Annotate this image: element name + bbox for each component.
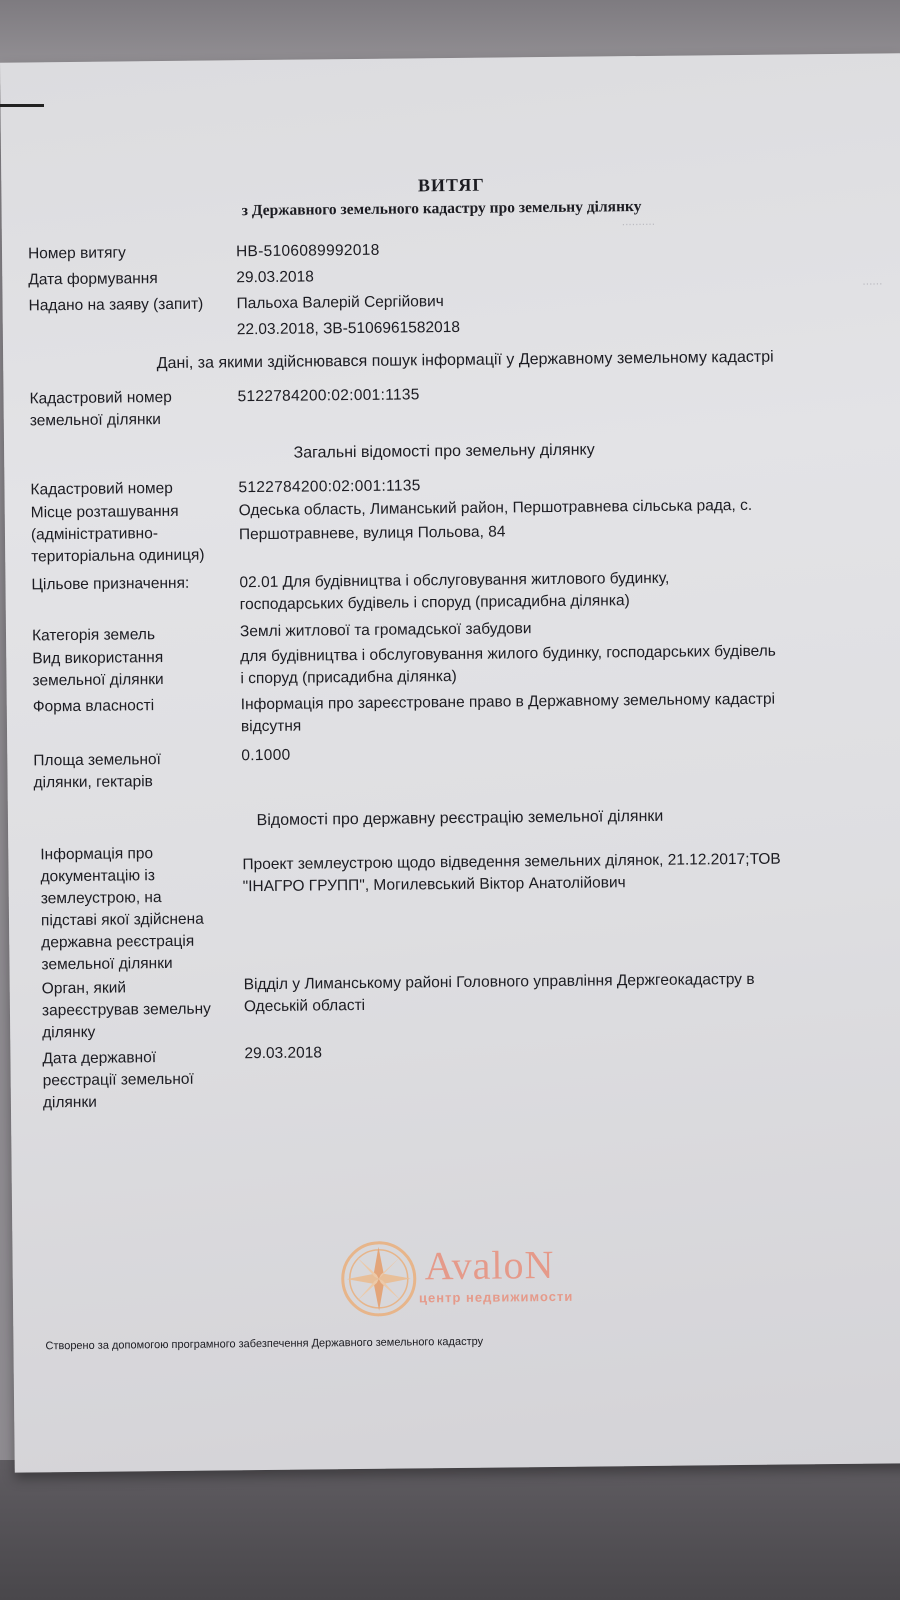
requester-name: Пальоха Валерій Сергійович [236,293,444,313]
location-label-line3: територіальна одиниця) [31,546,205,566]
purpose-value-line2: господарських будівель і споруд (присадибна ділянка) [239,592,630,614]
extract-number-value: НВ-5106089992018 [235,241,380,261]
cadastral-number-label: Кадастровий номер [30,479,173,499]
usage-value-line1: для будівництва і обслуговування жилого будинку, господарських будівель [240,642,776,666]
area-label-line2: ділянки, гектарів [33,773,153,792]
doc-basis-label-line4: підставі якої здійснена [40,910,204,930]
search-section-heading: Дані, за якими здійснювався пошук інформації у Державному земельному кадастрі [156,348,774,373]
registration-date-value: 29.03.2018 [244,1044,323,1063]
area-value: 0.1000 [241,746,291,765]
purpose-label: Цільове призначення: [31,574,190,594]
background-surface-bottom [0,1460,900,1600]
location-label-line1: Місце розташування [30,502,179,522]
ownership-label: Форма власності [32,697,155,716]
doc-basis-label-line2: документацію із [40,867,156,886]
bleed-through-mark: ...... [862,273,883,288]
registrar-label-line1: Орган, який [41,979,127,998]
document-title: ВИТЯГ [417,174,485,196]
location-label-line2: (адміністративно- [30,525,159,544]
ownership-value-line2: відсутня [240,717,302,736]
registrar-value-line2: Одеській області [243,996,366,1016]
general-section-heading: Загальні відомості про земельну ділянку [293,441,595,462]
request-label: Надано на заяву (запит) [28,295,204,315]
search-cadastral-label-line2: земельної ділянки [29,411,162,430]
doc-basis-label-line1: Інформація про [40,845,154,864]
registrar-label-line2: зареєстрував земельну [41,1000,211,1020]
usage-label-line1: Вид використання [32,649,164,668]
search-cadastral-value: 5122784200:02:001:1135 [237,386,420,406]
category-value: Землі житлової та громадської забудови [239,620,532,641]
registration-date-label-line1: Дата державної [42,1049,157,1068]
usage-value-line2: і споруд (присадибна ділянка) [240,667,457,688]
usage-label-line2: земельної ділянки [32,671,164,690]
page-edge-mark [0,104,44,107]
category-label: Категорія земель [31,626,156,645]
document-footer: Створено за допомогою програмного забезпечення Державного земельного кадастру [45,1335,484,1353]
compass-icon [338,1238,419,1319]
area-label-line1: Площа земельної [33,751,162,770]
registration-date-label-line3: ділянки [42,1093,97,1112]
location-value-line1: Одеська область, Лиманський район, Першотравнева сільська рада, с. [238,496,753,520]
request-date-number: 22.03.2018, ЗВ-5106961582018 [236,318,461,339]
registration-date-label-line2: реєстрації земельної [42,1070,194,1090]
location-value-line2: Першотравневе, вулиця Польова, 84 [238,523,506,544]
bleed-through-mark: .......... [621,213,656,229]
doc-basis-label-line6: земельної ділянки [41,954,173,974]
purpose-value-line1: 02.01 Для будівництва і обслуговування житлового будинку, [239,569,670,592]
registration-section-heading: Відомості про державну реєстрацію земельної ділянки [256,807,664,830]
watermark-tagline: центр недвижимости [418,1288,574,1306]
cadastral-number-value: 5122784200:02:001:1135 [238,477,421,497]
document-subtitle: з Державного земельного кадастру про земельну ділянку [241,198,642,220]
ownership-value-line1: Інформація про зареєстроване право в Державному земельному кадастрі [240,690,776,714]
formation-date-value: 29.03.2018 [236,268,314,287]
registrar-value-line1: Відділ у Лиманському районі Головного управління Держгеокадастру в [243,970,755,994]
registrar-label-line3: ділянку [42,1023,96,1042]
search-cadastral-label-line1: Кадастровий номер [29,388,172,408]
extract-number-label: Номер витягу [27,244,126,263]
doc-basis-label-line3: землеустрою, на [40,889,162,908]
watermark-brand: AvaloN [424,1241,555,1289]
doc-basis-value-line2: "ІНАГРО ГРУПП", Могилевський Віктор Анатолійович [242,874,626,896]
formation-date-label: Дата формування [28,270,158,289]
doc-basis-value-line1: Проект землеустрою щодо відведення земельних ділянок, 21.12.2017;ТОВ [242,850,781,874]
doc-basis-label-line5: державна реєстрація [41,932,195,952]
document-page [0,53,900,1472]
watermark-logo [338,1237,599,1320]
